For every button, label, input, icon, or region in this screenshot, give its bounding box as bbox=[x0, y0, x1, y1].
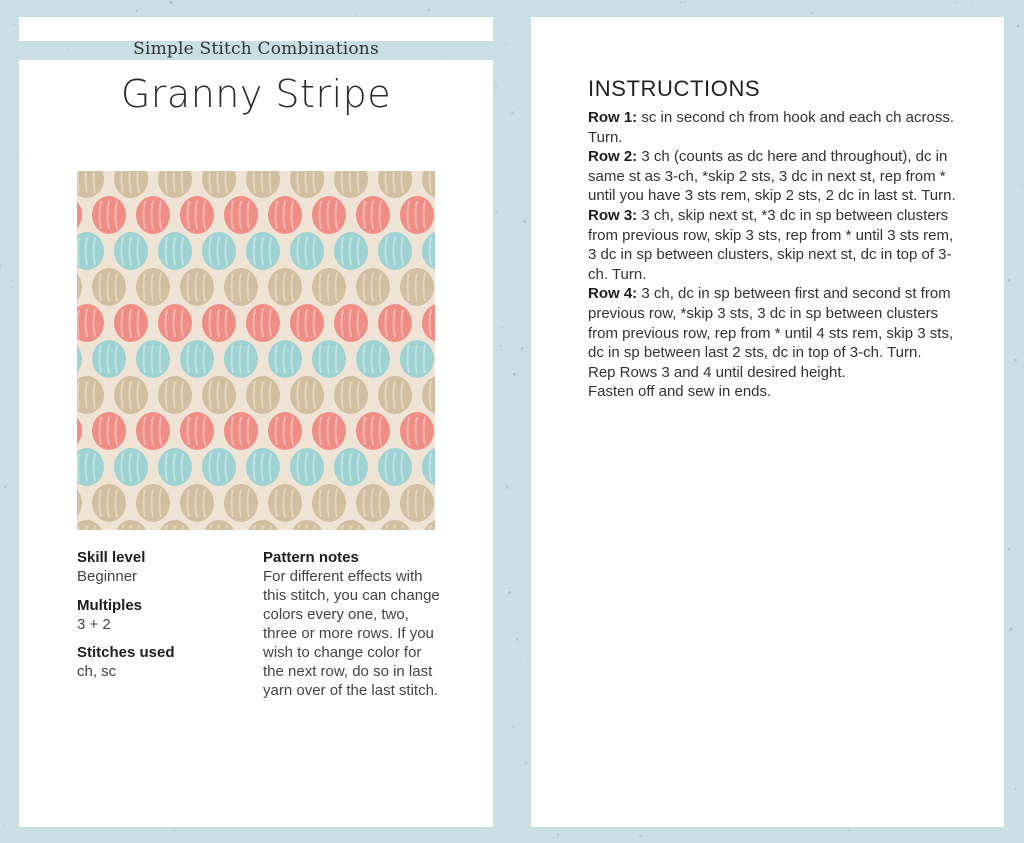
pattern-notes-block bbox=[263, 548, 443, 700]
section-header: Simple Stitch Combinations bbox=[133, 39, 379, 59]
row-1-text: sc in second ch from hook and each ch across. Turn. bbox=[588, 109, 955, 146]
skill-level-value: Beginner bbox=[77, 568, 138, 585]
multiples-value: 3 + 2 bbox=[77, 616, 111, 633]
row-1-label: Row 1: bbox=[588, 109, 638, 126]
stitches-used-label: Stitches used bbox=[77, 644, 175, 661]
top-page-strip bbox=[19, 17, 493, 41]
multiples-label: Multiples bbox=[77, 597, 143, 614]
instruction-row-1 bbox=[588, 108, 960, 147]
pattern-notes-text: For different effects with this stitch, you can change colors every one, two, three or more rows. If you wish to change color for the next row, do so in last yarn over of the last stitch. bbox=[263, 568, 440, 699]
instruction-row-4 bbox=[588, 284, 960, 362]
row-3-text: 3 ch, skip next st, *3 dc in sp between clusters from previous row, skip 3 sts, rep from * until 3 sts rem, 3 dc in sp between clusters, skip next st, dc in top of 3-ch. Turn. bbox=[588, 206, 954, 283]
instructions-heading: INSTRUCTIONS bbox=[588, 76, 761, 101]
instruction-finish: Fasten off and sew in ends. bbox=[588, 383, 772, 401]
instructions-body bbox=[588, 108, 960, 402]
pattern-notes-label: Pattern notes bbox=[263, 549, 359, 566]
instruction-repeat: Rep Rows 3 and 4 until desired height. bbox=[588, 363, 846, 381]
stitches-used-block bbox=[77, 643, 175, 681]
row-2-text: 3 ch (counts as dc here and throughout), dc in same st as 3-ch, *skip 2 sts, 3 dc in next st, rep from * until you have 3 sts rem, skip 2 sts, 2 dc in last st. Turn. bbox=[588, 148, 956, 205]
row-4-label: Row 4: bbox=[588, 285, 638, 303]
row-4-text: 3 ch, dc in sp between first and second st from previous row, *skip 3 sts, 3 dc in sp between clusters from previous row, rep from * until 4 sts rem, skip 3 sts, dc in sp between last 2 sts, dc in top of 3-ch. Turn. bbox=[588, 285, 954, 362]
skill-level-block bbox=[77, 548, 145, 586]
stitch-swatch-image bbox=[77, 171, 435, 530]
row-3-label: Row 3: bbox=[588, 206, 638, 224]
row-2-label: Row 2: bbox=[588, 148, 638, 166]
page-title: Granny Stripe bbox=[120, 72, 392, 116]
multiples-block bbox=[77, 596, 142, 634]
instruction-row-2 bbox=[588, 147, 960, 206]
skill-level-label: Skill level bbox=[77, 549, 146, 566]
stitches-used-value: ch, sc bbox=[77, 663, 117, 680]
instruction-row-3 bbox=[588, 206, 960, 284]
